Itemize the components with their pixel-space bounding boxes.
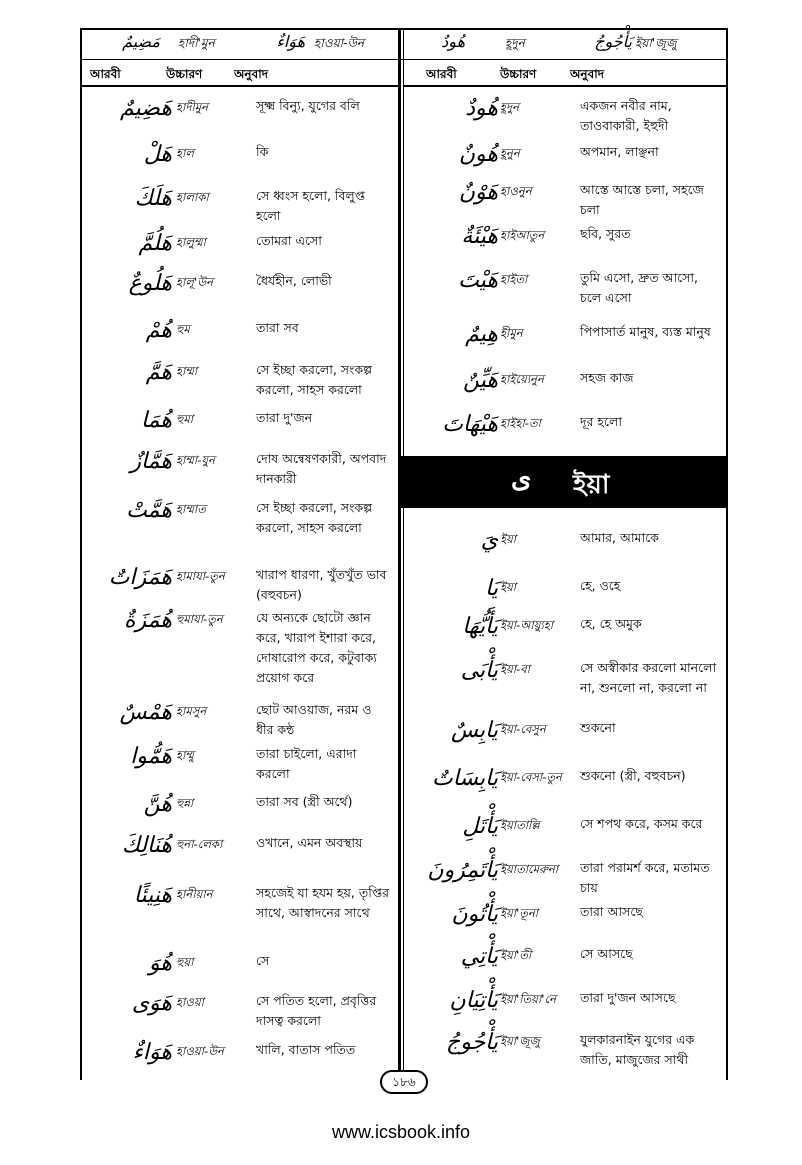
entry-arabic-word: هَمَّتْ <box>126 498 172 523</box>
entry-arabic-word: هُوَ <box>149 951 172 976</box>
entry-meaning: সে ইচ্ছা করলো, সংকল্প করলো, সাহস করলো <box>256 362 373 397</box>
entry-pronunciation: ইয়া'জূজু <box>500 1034 540 1048</box>
entry-arabic-word: هَيِّنٌ <box>463 368 498 393</box>
right-column-headings <box>404 61 726 87</box>
entry-arabic-word: هَلُمَّ <box>138 231 172 256</box>
entry-meaning: তারা দু'জন <box>256 410 313 425</box>
entry-arabic-word: يَأْتُونَ <box>451 902 498 927</box>
entry-arabic-word: هَمَزَاتٌ <box>108 565 172 590</box>
entry-arabic-word: يَأْتَلِ <box>462 814 498 839</box>
entry-arabic-word: هَوَى <box>131 991 172 1016</box>
entry-pronunciation: হাম্মু <box>176 748 194 762</box>
entry-pronunciation: ইয়া <box>500 580 517 594</box>
entry-meaning: দূর হলো <box>580 414 622 429</box>
entry-pronunciation: ইয়া-বেসা-তুন <box>500 770 562 784</box>
entry-pronunciation: ইয়া'তূনা <box>500 906 539 920</box>
col-label-meaning: অনুবাদ <box>234 67 269 81</box>
entry-meaning: খারাপ ধারণা, খুঁতখুঁত ভাব (বহুবচন) <box>256 567 387 602</box>
entry-meaning: শুকনো <box>580 720 616 735</box>
entry-arabic-word: هَيْئَةٌ <box>461 224 498 249</box>
entry-pronunciation: হীমুন <box>500 326 523 340</box>
entry-meaning: তুমি এসো, দ্রুত আসো, চলে এসো <box>580 270 699 305</box>
entry-arabic-word: هُونٌ <box>458 142 498 167</box>
header-right-pron-2: ইয়া'জূজু <box>635 36 677 50</box>
entry-pronunciation: হাম্মা <box>176 364 198 378</box>
entry-pronunciation: হুন্না <box>176 796 194 810</box>
entry-pronunciation: ইয়াতামেরুনা <box>500 862 559 876</box>
entry-meaning: খালি, বাতাস পতিত <box>256 1042 356 1057</box>
entry-arabic-word: هَيْهَاتَ <box>442 412 498 437</box>
entry-pronunciation: হুমাযা-তুন <box>176 612 223 626</box>
entry-pronunciation: হাইতা <box>500 272 528 286</box>
left-column-headings <box>80 61 398 87</box>
entry-meaning: সে ইচ্ছা করলো, সংকল্প করলো, সাহস করলো <box>256 500 373 535</box>
entry-arabic-word: يَأْتِيَانِ <box>449 988 498 1013</box>
entry-arabic-word: يَا <box>485 576 498 601</box>
entry-meaning: আমার, আমাকে <box>580 530 659 545</box>
entry-pronunciation: হুয়া <box>176 955 194 969</box>
entry-meaning: তারা চাইলো, এরাদা করলো <box>256 746 357 781</box>
entry-pronunciation: ইয়াতাল্লি <box>500 818 540 832</box>
entry-meaning: আস্তে আস্তে চলা, সহজে চলা <box>580 182 704 217</box>
entry-pronunciation: হুম <box>176 322 190 336</box>
entry-pronunciation: হুনা-লেকা <box>176 837 223 851</box>
entry-pronunciation: হানীয়ান <box>176 887 213 901</box>
col-label-arabic: আরবী <box>426 67 457 81</box>
col-label-meaning: অনুবাদ <box>570 67 605 81</box>
entry-arabic-word: يَأْجُوجُ <box>446 1030 498 1055</box>
entry-meaning: ছবি, সুরত <box>580 226 631 241</box>
entry-arabic-word: هَمَّازٌ <box>130 449 172 474</box>
entry-pronunciation: হালুম্মা <box>176 235 206 249</box>
entry-pronunciation: হাওনুন <box>500 184 532 198</box>
entry-pronunciation: হুমা <box>176 412 194 426</box>
header-right-arabic-1: هُودٌ <box>441 32 465 51</box>
header-right-arabic-2: يَأْجُوجُ <box>594 32 632 51</box>
entry-arabic-word: هُودٌ <box>465 96 498 121</box>
entry-meaning: কি <box>256 144 269 159</box>
entry-meaning: তারা পরামর্শ করে, মতামত চায় <box>580 860 710 895</box>
entry-pronunciation: হাইহা-তা <box>500 416 541 430</box>
col-label-arabic: আরবী <box>90 67 121 81</box>
entry-meaning: তারা সব (স্ত্রী অর্থে) <box>256 794 353 809</box>
entry-meaning: সে শপথ করে, কসম করে <box>580 816 703 831</box>
entry-pronunciation: ইয়া-বেসুন <box>500 722 546 736</box>
entry-meaning: একজন নবীর নাম, তাওবাকারী, ইহুদী <box>580 98 672 133</box>
entry-pronunciation: হাম্মা-যুন <box>176 453 215 467</box>
entry-pronunciation: হূনুন <box>500 146 520 160</box>
entry-pronunciation: হালাকা <box>176 190 209 204</box>
entry-meaning: সূক্ষ্ম বিন্যু, যুগের বলি <box>256 98 360 113</box>
entry-arabic-word: هَمُّوا <box>130 744 172 769</box>
column-divider-thin <box>403 28 404 1080</box>
running-header <box>80 28 728 60</box>
page-number: ১৮৬ <box>380 1070 428 1094</box>
entry-meaning: সহজেই যা হযম হয়, তৃপ্তির সাথে, আস্বাদনের সাথে <box>256 885 389 920</box>
entry-pronunciation: হাইআতুন <box>500 228 545 242</box>
entry-arabic-word: يَأَيُّهَا <box>462 614 498 639</box>
dictionary-page <box>80 28 728 1090</box>
column-divider <box>398 28 401 1080</box>
entry-pronunciation: ইয়া-আয়্যুহা <box>500 618 554 632</box>
entry-pronunciation: ইয়া'তিয়া'নে <box>500 992 556 1006</box>
entry-pronunciation: ইয়া <box>500 532 517 546</box>
letter-section-banner <box>401 456 728 508</box>
entry-arabic-word: هَمَّ <box>145 360 172 385</box>
entry-meaning: তোমরা এসো <box>256 233 322 248</box>
entry-pronunciation: হাল <box>176 146 194 160</box>
entry-arabic-word: يَأْتِي <box>460 944 498 969</box>
entry-arabic-word: هُمَزَةٌ <box>124 608 172 633</box>
entry-pronunciation: হাইয়্যেনুন <box>500 372 544 386</box>
entry-arabic-word: يَأْبَى <box>460 658 498 683</box>
entry-meaning: তারা দু'জন আসছে <box>580 990 676 1005</box>
entry-meaning: যুলকারনাইন যুগের এক জাতি, মাজুজের সাথী <box>580 1032 695 1067</box>
entry-arabic-word: هَوَاءٌ <box>132 1040 172 1065</box>
entry-meaning: হে, হে অমুক <box>580 616 642 631</box>
banner-arabic-letter: ى <box>511 464 532 494</box>
entry-meaning: সে আসছে <box>580 946 633 961</box>
entry-meaning: সে পতিত হলো, প্রবৃত্তির দাসত্ব করলো <box>256 993 377 1028</box>
entry-pronunciation: ইয়া-বা <box>500 662 530 676</box>
entry-meaning: সে ধ্বংস হলো, বিলুপ্ত হলো <box>256 188 366 223</box>
entry-pronunciation: হামসুন <box>176 704 207 718</box>
entry-pronunciation: হাওয়া-উন <box>176 1044 224 1058</box>
entry-meaning: সে <box>256 953 270 968</box>
banner-letter-name: ইয়া <box>573 470 610 500</box>
entry-meaning: ছোট আওয়াজ, নরম ও ধীর কন্ঠ <box>256 702 372 737</box>
entry-meaning: সে অস্বীকার করলো মানলো না, শুনলো না, করলো না <box>580 660 717 695</box>
entry-meaning: অপমান, লাঞ্ছনা <box>580 144 659 159</box>
entry-meaning: তারা আসছে <box>580 904 643 919</box>
entry-arabic-word: هَيْتَ <box>458 268 498 293</box>
entry-arabic-word: هَلْ <box>143 142 172 167</box>
entry-arabic-word: هَضِيمٌ <box>120 96 172 121</box>
entry-pronunciation: হাদীমুন <box>176 100 208 114</box>
entry-pronunciation: হাওয়া <box>176 995 204 1009</box>
entry-meaning: হে, ওহে <box>580 578 621 593</box>
col-label-pron: উচ্চারণ <box>166 67 203 81</box>
header-left-arabic-2: هَوَاءٌ <box>276 32 305 51</box>
footer-url: www.icsbook.info <box>331 1122 471 1142</box>
entry-meaning: সহজ কাজ <box>580 370 634 385</box>
header-left-pron-2: হাওয়া-উন <box>314 36 365 50</box>
entry-arabic-word: يَ <box>480 528 498 553</box>
entry-pronunciation: ইয়া'তী <box>500 948 532 962</box>
entry-arabic-word: هِيمٌ <box>465 322 498 347</box>
entry-meaning: তারা সব <box>256 320 299 335</box>
entry-arabic-word: هُمْ <box>145 318 172 343</box>
entry-pronunciation: হামাযা-তুন <box>176 569 225 583</box>
entry-arabic-word: هُنَالِكَ <box>121 833 172 858</box>
entry-meaning: শুকনো (স্ত্রী, বহুবচন) <box>580 768 686 783</box>
entry-arabic-word: هُمَا <box>140 408 172 433</box>
entry-meaning: যে অন্যকে ছোটো জ্ঞান করে, খারাপ ইশারা করে, দোষারোপ করে, কটুবাক্য প্রয়োগ করে <box>256 610 377 685</box>
header-right-pron-1: হূদুন <box>505 36 525 50</box>
header-left-pron-1: হাদী'মুন <box>178 36 215 50</box>
entry-arabic-word: هَلُوعٌ <box>128 271 172 296</box>
entry-arabic-word: يَابِسَاتٌ <box>432 766 498 791</box>
entry-arabic-word: هَلَكَ <box>134 186 172 211</box>
entry-arabic-word: هَنِيئًا <box>133 883 172 908</box>
entry-arabic-word: يَابِسٌ <box>451 718 498 743</box>
entry-pronunciation: হালূ'উন <box>176 275 213 289</box>
header-left-arabic-1: مَضِيمٌ <box>122 32 160 51</box>
entry-meaning: ওখানে, এমন অবস্থায় <box>256 835 363 850</box>
entry-pronunciation: হূদুন <box>500 100 519 114</box>
entry-arabic-word: هُنَّ <box>143 792 172 817</box>
entry-arabic-word: هَمْسٌ <box>119 700 172 725</box>
entry-pronunciation: হাম্মাত <box>176 502 206 516</box>
entry-meaning: ধৈর্যহীন, লোভী <box>256 273 332 288</box>
entry-arabic-word: هَوْنٌ <box>458 180 498 205</box>
entry-meaning: পিপাসার্ত মানুষ, ব্যস্ত মানুষ <box>580 324 711 339</box>
entry-meaning: দোষ অন্বেষণকারী, অপবাদ দানকারী <box>256 451 387 486</box>
entry-arabic-word: يَأْتَمِرُونَ <box>427 858 498 883</box>
col-label-pron: উচ্চারণ <box>500 67 537 81</box>
